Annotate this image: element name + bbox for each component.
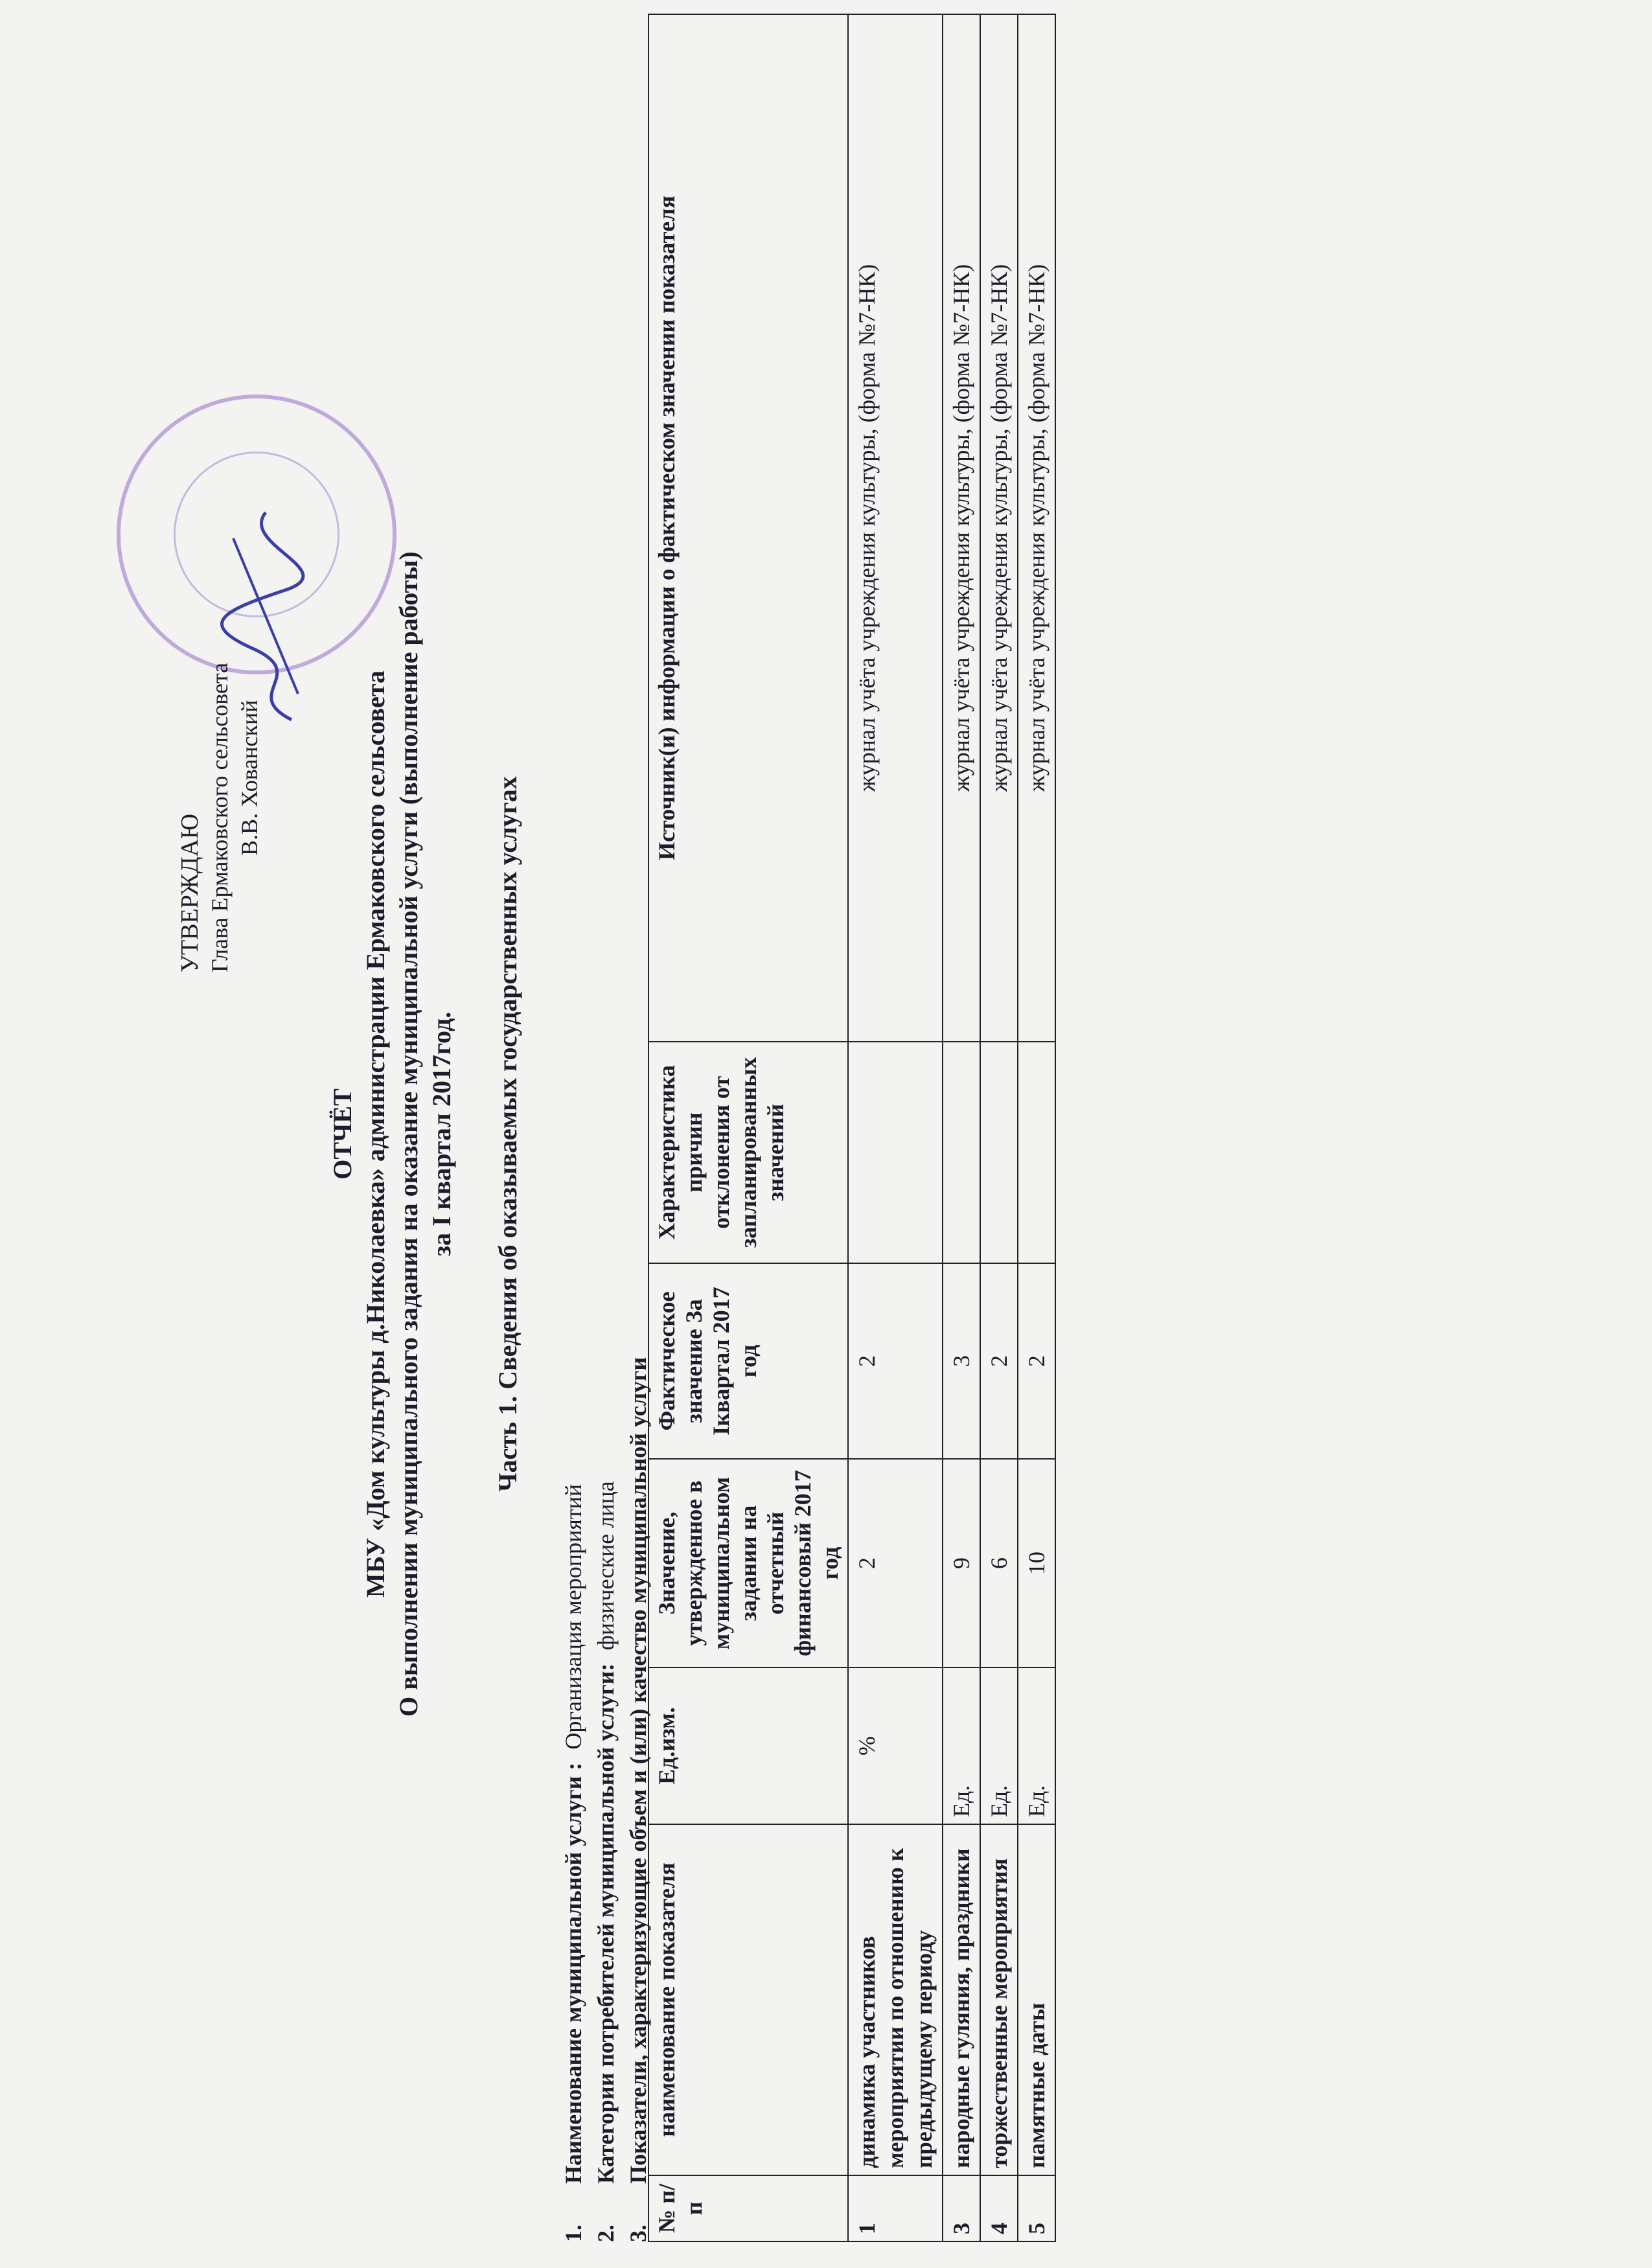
row-actual-value: 3: [943, 1263, 980, 1459]
row-planned-value: 6: [980, 1459, 1018, 1667]
row-indicator-name: народные гуляния, праздники: [943, 1824, 980, 2175]
row-planned-value: 9: [943, 1459, 980, 1667]
row-planned-value: 2: [848, 1459, 943, 1667]
approval-signer: В.В. Хованский: [236, 700, 262, 856]
row-unit: Ед.: [980, 1667, 1018, 1824]
header-number: № п/п: [648, 2175, 848, 2241]
header-source: Источник(и) информации о фактическом значении показателя: [648, 14, 848, 1042]
row-indicator-name: памятные даты: [1018, 1824, 1055, 2175]
row-unit: %: [848, 1667, 943, 1824]
part-title: Часть 1. Сведения об оказываемых государственных услугах: [493, 776, 522, 1492]
table-row: [1018, 14, 1055, 2241]
report-title: ОТЧЁТ: [328, 1088, 357, 1180]
row-actual-value: 2: [1018, 1263, 1055, 1459]
list-item-number: 1.: [560, 2225, 586, 2242]
approval-block: [175, 663, 264, 972]
row-source: журнал учёта учреждения культуры, (форма №7-НК): [980, 14, 1018, 1042]
row-actual-value: 2: [980, 1263, 1018, 1459]
row-actual-value: 2: [848, 1263, 943, 1459]
row-number: 5: [1018, 2175, 1055, 2241]
list-item-number: 3.: [625, 2225, 651, 2242]
row-number: 3: [943, 2175, 980, 2241]
row-deviation-reason: [943, 1042, 980, 1263]
row-deviation-reason: [980, 1042, 1018, 1263]
report-period: за I квартал 2017год.: [427, 1011, 456, 1257]
row-unit: Ед.: [943, 1667, 980, 1824]
indicators-table: [648, 14, 1056, 2242]
table-row: [943, 14, 980, 2241]
list-item-label: Наименование муниципальной услуги :: [560, 1762, 586, 2184]
row-number: 4: [980, 2175, 1018, 2241]
header-planned-value: Значение, утвержденное в муниципальном задании на отчетный финансовый 2017 год: [648, 1459, 848, 1667]
approval-title: УТВЕРЖДАЮ: [176, 814, 203, 972]
row-number: 1: [848, 2175, 943, 2241]
row-deviation-reason: [848, 1042, 943, 1263]
table-row: [848, 14, 943, 2241]
list-item-number: 2.: [593, 2225, 619, 2242]
table-header-row: [648, 14, 848, 2241]
list-item-label: Показатели, характеризующие объем и (или) качество муниципальной услуги: [625, 1357, 651, 2184]
list-item: [557, 1344, 590, 2242]
row-planned-value: 10: [1018, 1459, 1055, 1667]
list-item-value: Организация мероприятий: [560, 1483, 586, 1750]
table-row: [980, 14, 1018, 2241]
list-item: [590, 1344, 622, 2242]
row-deviation-reason: [1018, 1042, 1055, 1263]
row-source: журнал учёта учреждения культуры, (форма №7-НК): [848, 14, 943, 1042]
approval-position: Глава Ермаковского сельсовета: [207, 662, 233, 972]
row-indicator-name: торжественные мероприятия: [980, 1824, 1018, 2175]
report-subject: О выполнении муниципального задания на оказание муниципальной услуги (выполнение работы): [394, 551, 423, 1717]
list-item-label: Категории потребителей муниципальной услуги:: [593, 1663, 619, 2184]
header-deviation-reason: Характеристика причин отклонения от запланированных значений: [648, 1042, 848, 1263]
row-unit: Ед.: [1018, 1667, 1055, 1824]
report-organization: МБУ «Дом культуры д.Николаевка» администрации Ермаковского сельсовета: [361, 670, 390, 1598]
header-indicator-name: наименование показателя: [648, 1824, 848, 2175]
header-unit: Ед.изм.: [648, 1667, 848, 1824]
row-indicator-name: динамика участников мероприятии по отношению к предыдущему периоду: [848, 1824, 943, 2175]
service-info-list: [557, 1344, 654, 2242]
row-source: журнал учёта учреждения культуры, (форма №7-НК): [943, 14, 980, 1042]
row-source: журнал учёта учреждения культуры, (форма №7-НК): [1018, 14, 1055, 1042]
list-item-value: физические лица: [593, 1481, 619, 1651]
header-actual-value: Фактическое значение За Iквартал 2017 год: [648, 1263, 848, 1459]
